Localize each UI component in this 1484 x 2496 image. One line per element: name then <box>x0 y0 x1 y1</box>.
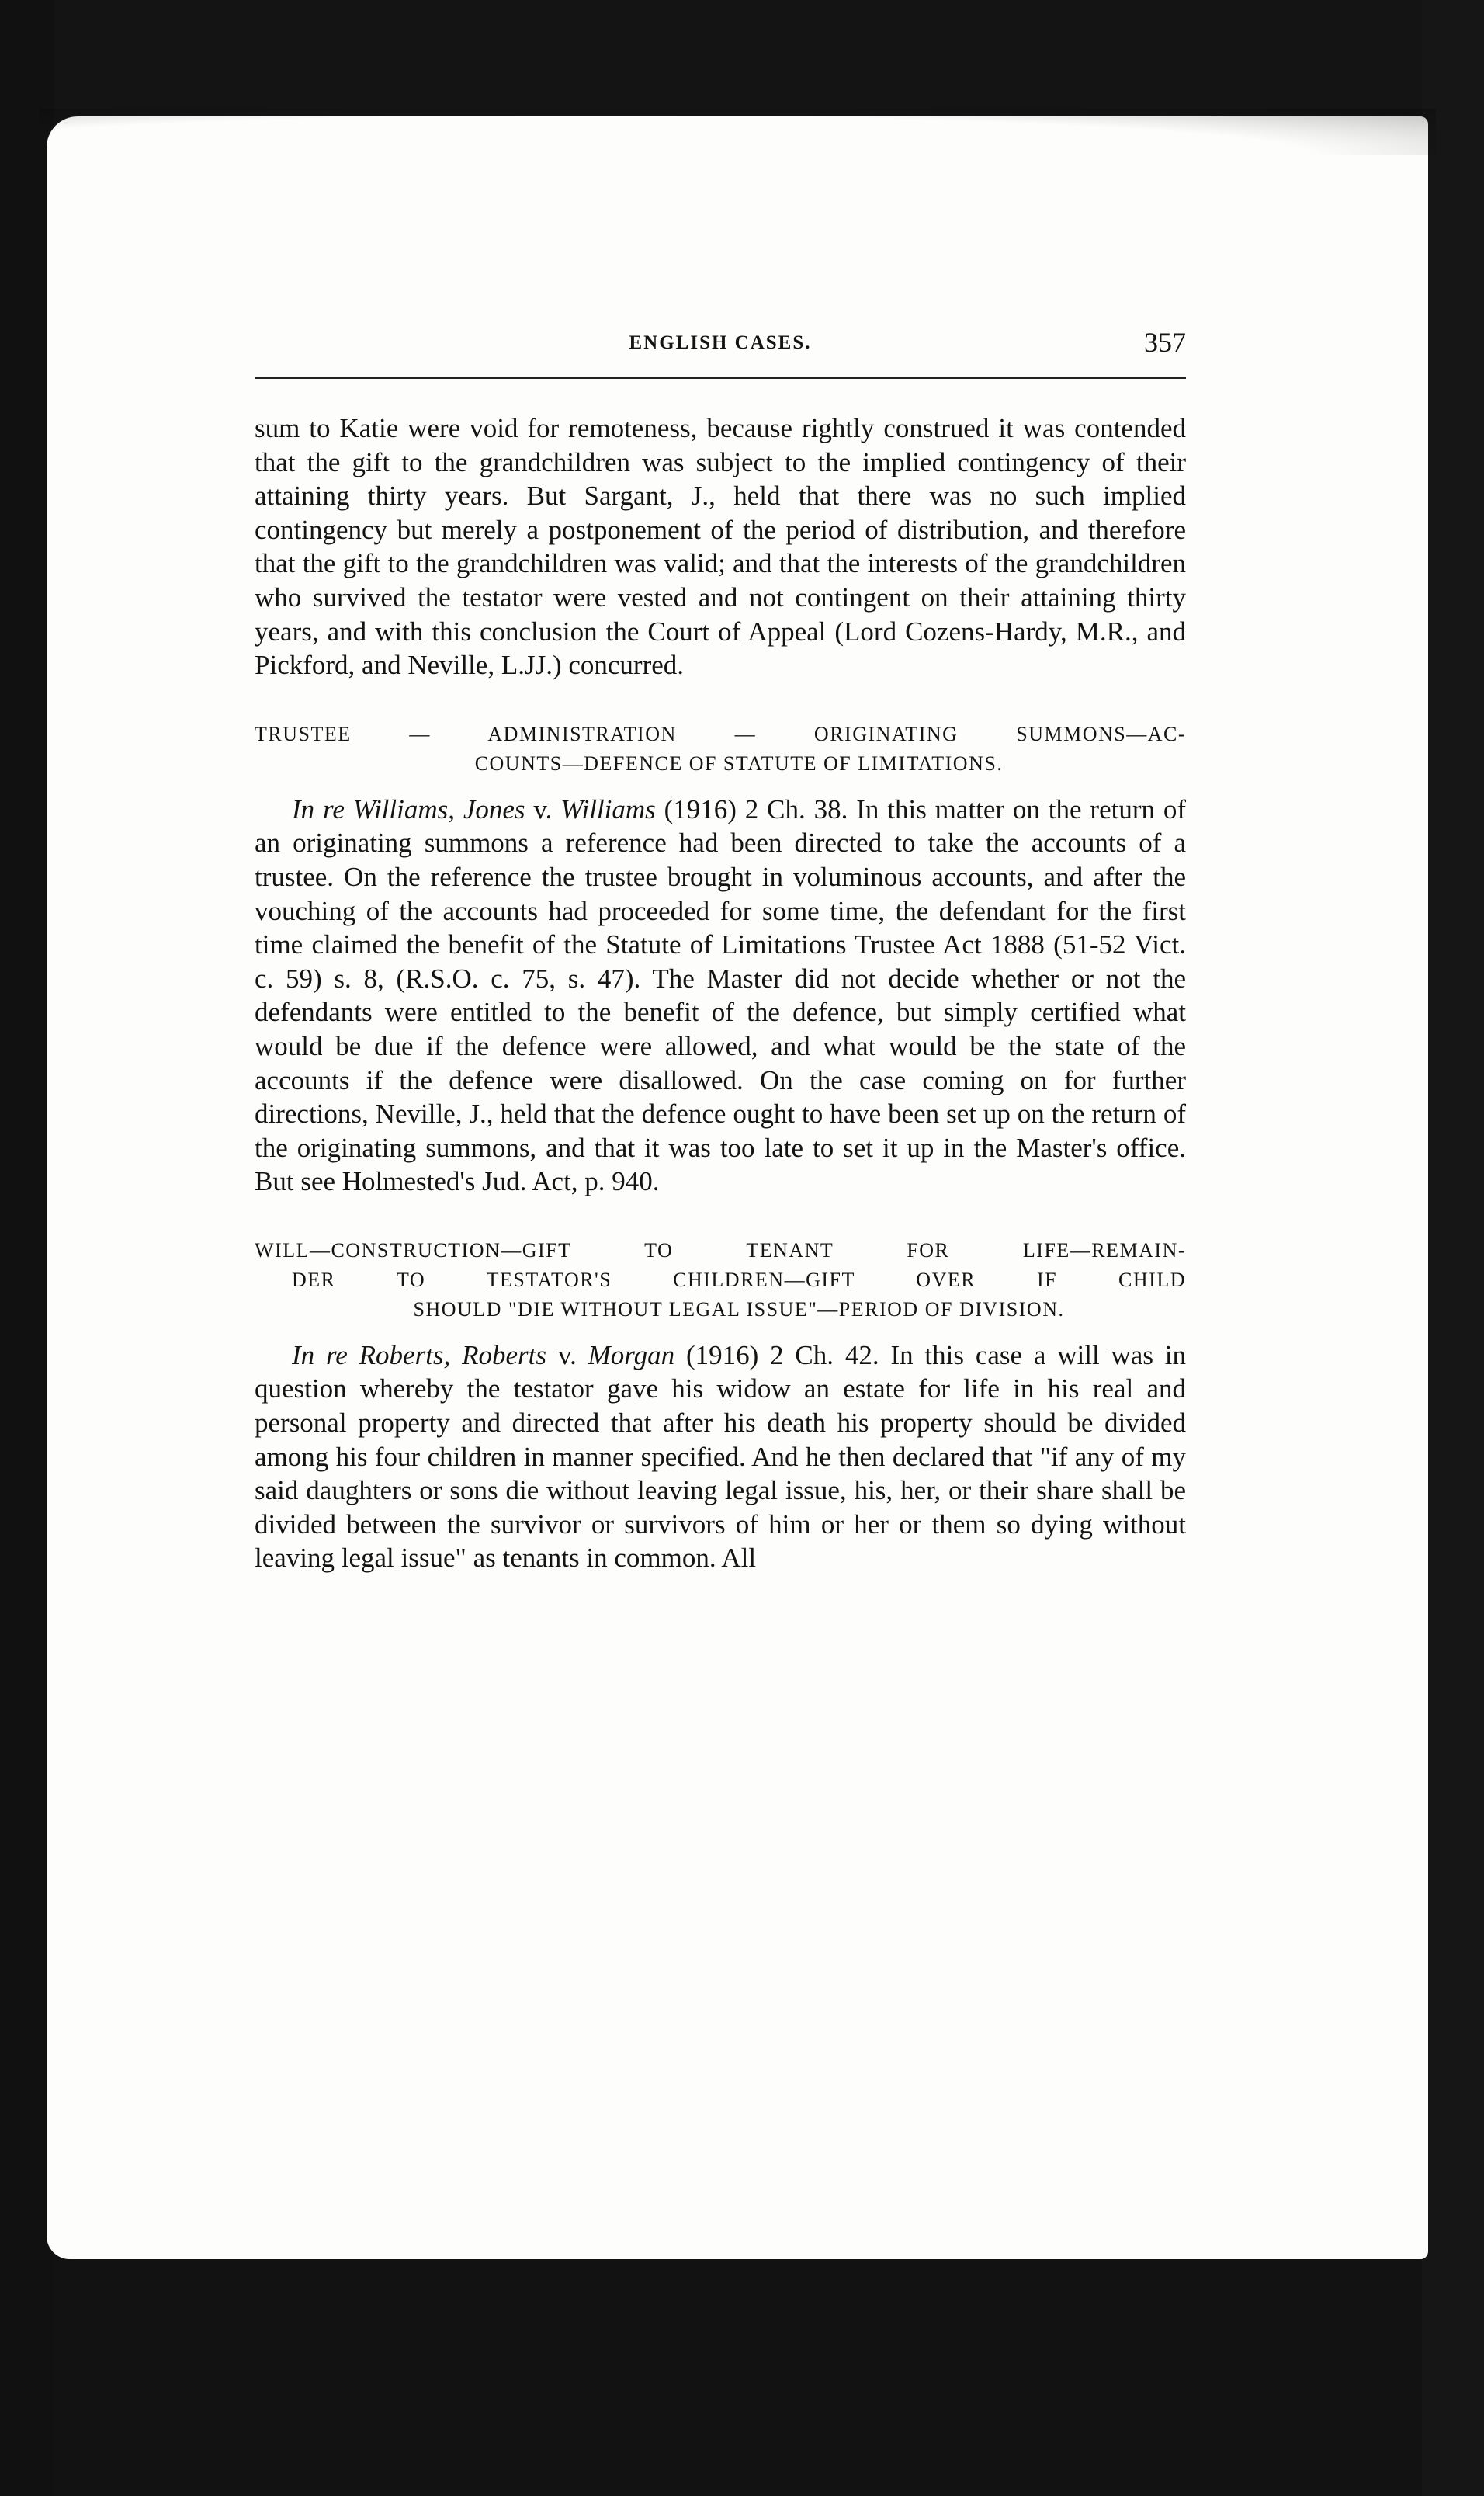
case-versus: v. <box>525 793 561 824</box>
scan-border-bottom <box>0 2244 1484 2496</box>
heading-line: TRUSTEE — ADMINISTRATION — ORIGINATING SUMMONS—AC- <box>255 722 1186 745</box>
page-number: 357 <box>1144 327 1186 358</box>
heading-line: WILL—CONSTRUCTION—GIFT TO TENANT FOR LIFE—REMAIN- <box>255 1238 1186 1262</box>
section-heading-trustee <box>255 720 1186 779</box>
heading-line: DER TO TESTATOR'S CHILDREN—GIFT OVER IF CHILD <box>292 1268 1186 1291</box>
running-head <box>255 326 1186 376</box>
case-paragraph-roberts <box>255 1338 1186 1575</box>
case-name-respondent: Morgan <box>588 1339 675 1370</box>
heading-line: SHOULD "DIE WITHOUT LEGAL ISSUE"—PERIOD OF DIVISION. <box>413 1297 1065 1321</box>
section-heading-will <box>255 1236 1186 1324</box>
page-content <box>255 326 1186 1575</box>
case-name: In re Roberts, Roberts <box>292 1339 547 1370</box>
continuation-paragraph: sum to Katie were void for remoteness, because rightly construed it was contended that the gift to the grandchildren was subject to the implied contingency of their attaining thirty years. But Sargant, J., held that there was no such implied contingency but merely a postponement of the period of distribution, and therefore that the gift to the grandchildren was valid; and that the interests of the grandchildren who survived the testator were vested and not contingent on their attaining thirty years, and with this conclusion the Court of Appeal (Lord Cozens-Hardy, M.R., and Pickford, and Neville, L.JJ.) concurred. <box>255 413 1186 681</box>
case-paragraph-williams <box>255 793 1186 1199</box>
book-page <box>47 116 1428 2259</box>
scan-border-top <box>0 0 1484 124</box>
case-citation: (1916) 2 Ch. 38. <box>655 793 857 824</box>
scan-border-right <box>1422 0 1484 2496</box>
case-versus: v. <box>546 1339 588 1370</box>
case-name: In re Williams, Jones <box>292 793 525 824</box>
case-body: In this matter on the return of an originating summons a reference had been directed to take the accounts of a trustee. On the reference the trustee brought in voluminous accounts, and after the vouching of the accounts had proceeded for some time, the defendant for the first time claimed the benefit of the Statute of Limitations Trustee Act 1888 (51-52 Vict. c. 59) s. 8, (R.S.O. c. 75, s. 47). The Master did not decide whether or not the defendants were entitled to the benefit of the defence, but simply certified what would be due if the defence were allowed, and what would be the state of the accounts if the defence were disallowed. On the case coming on for further directions, Neville, J., held that the defence ought to have been set up on the return of the originating summons, and that it was too late to set it up in the Master's office. But see Holmested's Jud. Act, p. 940. <box>255 793 1186 1197</box>
heading-line: COUNTS—DEFENCE OF STATUTE OF LIMITATIONS. <box>474 752 1004 775</box>
header-rule <box>255 377 1186 379</box>
case-citation: (1916) 2 Ch. 42. <box>674 1339 891 1370</box>
case-name-respondent: Williams <box>560 793 656 824</box>
case-body: In this case a will was in question whereby the testator gave his widow an estate for life in his real and personal property and directed that after his death his property should be divided among his four children in manner specified. And he then declared that "if any of my said daughters or sons die without leaving legal issue, his, her, or their share shall be divided between the survivor or survivors of him or her or them so dying without leaving legal issue" as tenants in common. All <box>255 1339 1186 1574</box>
running-title: ENGLISH CASES. <box>629 332 812 353</box>
